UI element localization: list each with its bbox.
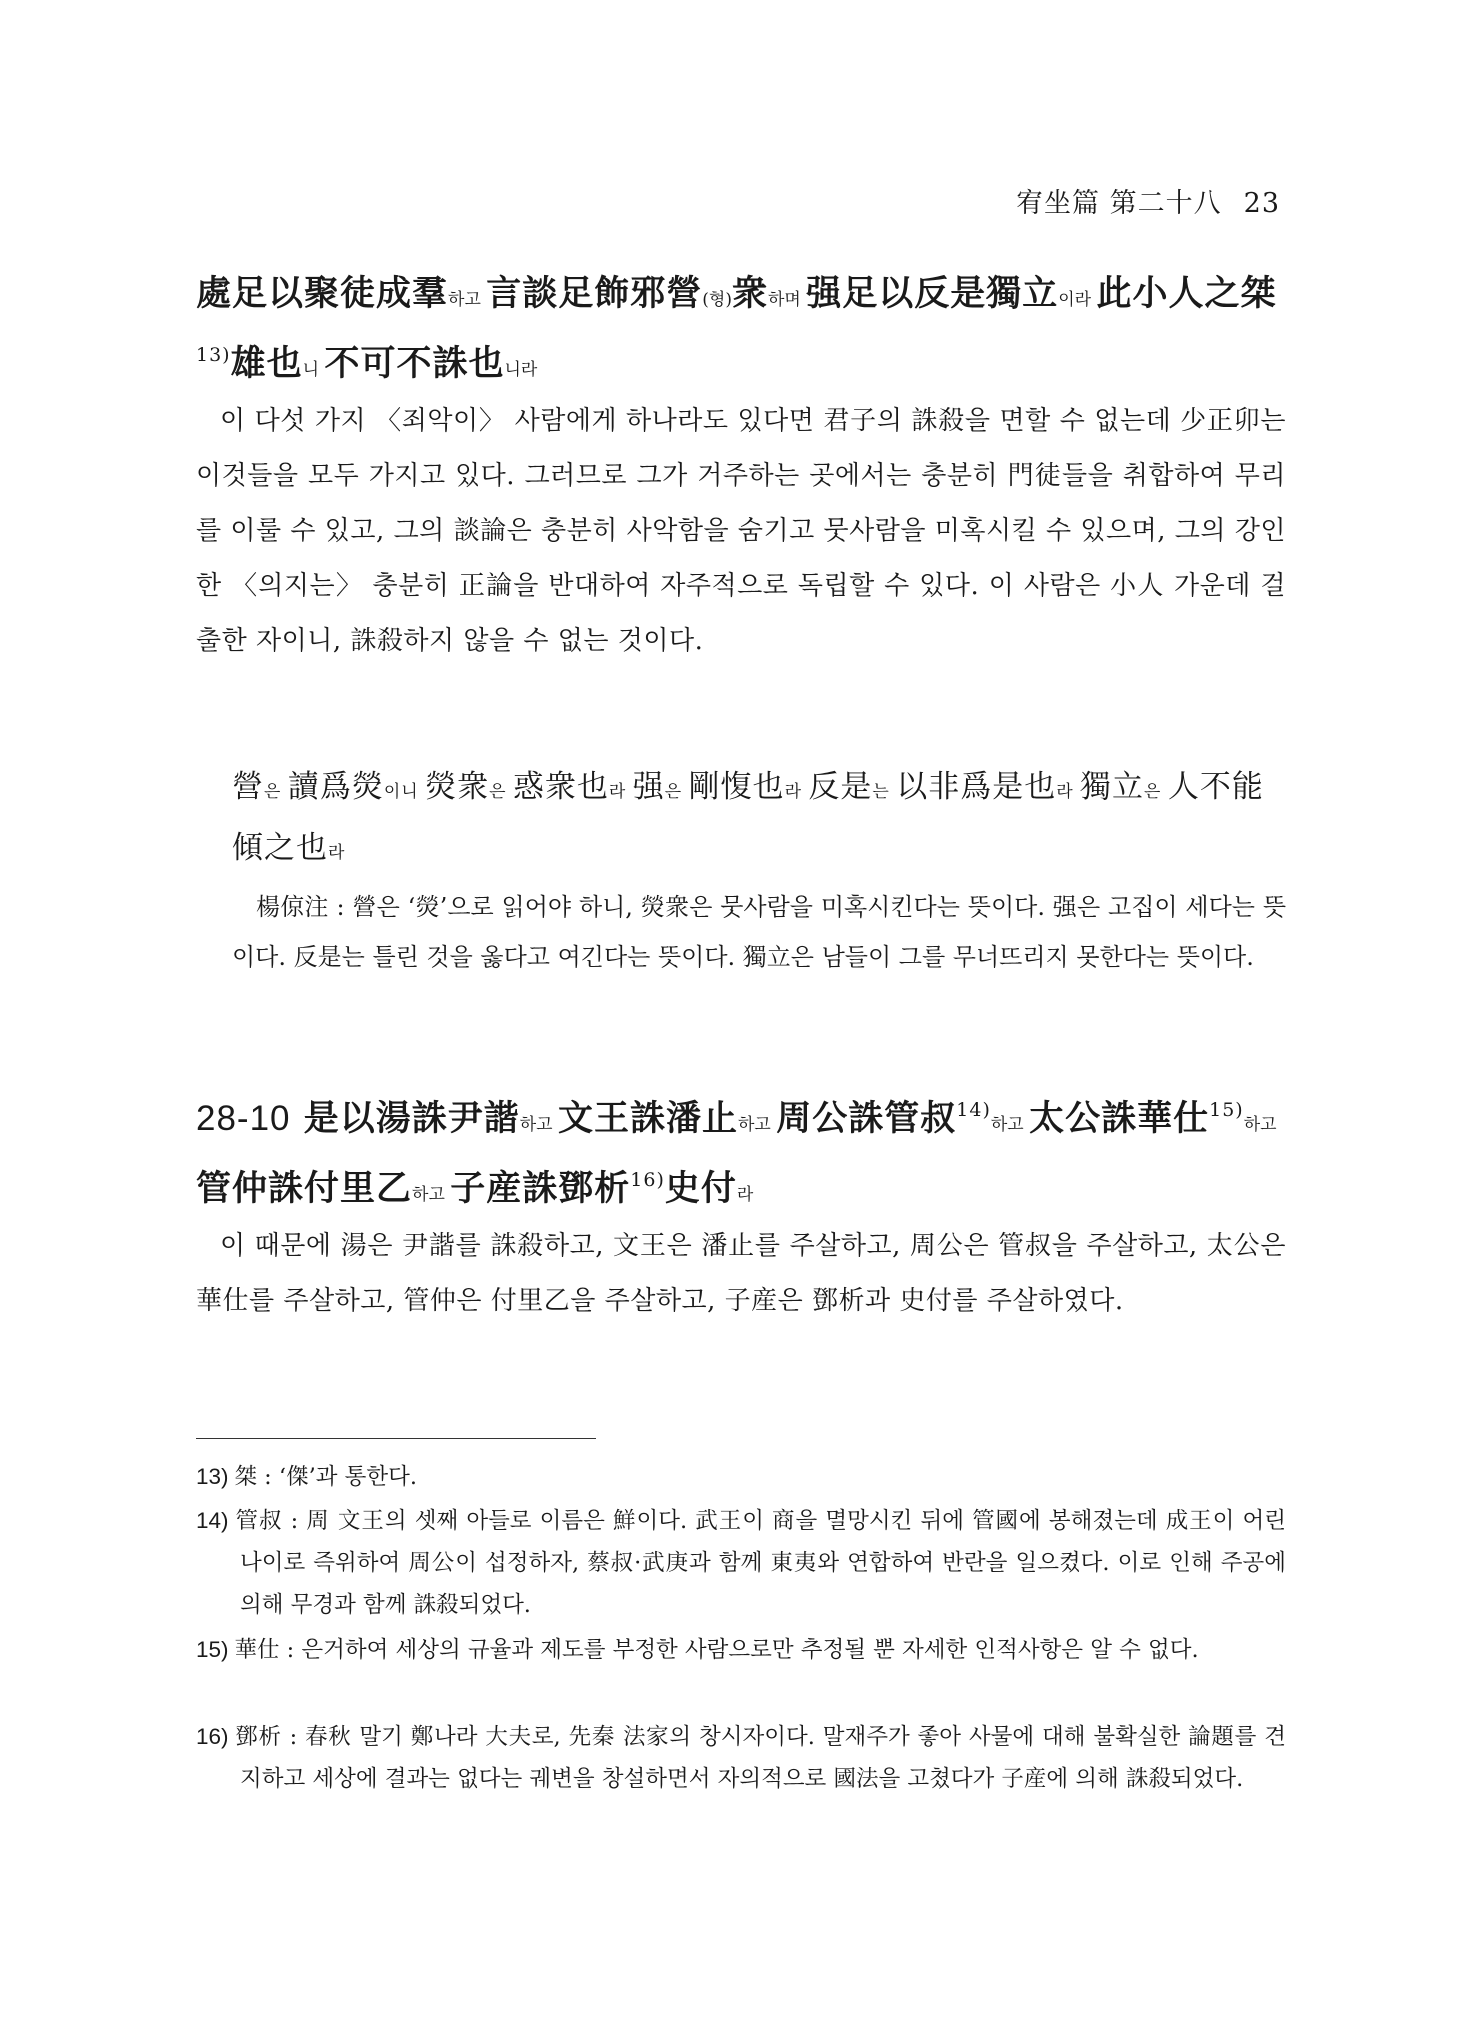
classical-run: 此小人之桀: [1096, 273, 1277, 314]
classical-run: 子産誅鄧析: [450, 1168, 631, 1209]
classical-run: 獨立: [1080, 769, 1145, 805]
hangul-particle: 라: [784, 782, 809, 802]
classical-run: 史付: [664, 1168, 737, 1209]
section-number: 28-10: [196, 1099, 291, 1138]
translation-1: 이 다섯 가지 〈죄악이〉 사람에게 하나라도 있다면 君子의 誅殺을 면할 수 없는데 少正卯는 이것들을 모두 가지고 있다. 그러므로 그가 거주하는 곳에서는 충분히 門徒들을 취합하여 무리를 이룰 수 있고, 그의 談論은 충분히 사악함을 숨기고 뭇사람을 미혹시킬 수 있으며, 그의 강인한 〈의지는〉 충분히 正論을 반대하여 자주적으로 독립할 수 있다. 이 사람은 小人 가운데 걸출한 자이니, 誅殺하지 않을 수 없는 것이다.: [196, 406, 1286, 656]
hangul-particle: 라: [1056, 782, 1081, 802]
hangul-particle: 은: [1144, 782, 1168, 802]
commentary-classical: [232, 759, 1286, 881]
classical-run: 衆: [731, 273, 768, 314]
footnote-15: [196, 1629, 1286, 1671]
footnote-13: [196, 1456, 1286, 1498]
classical-run: 强: [632, 769, 665, 805]
footnote-number: 15): [196, 1637, 229, 1662]
hangul-particle: 니라: [504, 360, 538, 380]
hangul-particle: 라: [608, 782, 633, 802]
footnote-ref: 16): [630, 1169, 665, 1191]
hangul-particle: 은: [664, 782, 689, 802]
footnote-text: 桀 : ‘傑’과 통한다.: [234, 1464, 417, 1490]
classical-run: 營: [232, 769, 264, 805]
hangul-particle: 하고: [448, 290, 487, 310]
hangul-particle: 하고: [412, 1185, 451, 1205]
hangul-particle: 라: [736, 1185, 754, 1205]
hangul-particle: 은: [489, 782, 513, 802]
classical-run: 讀爲熒: [287, 769, 384, 805]
classical-run: 雄也: [230, 343, 303, 384]
hangul-particle: (형): [702, 290, 732, 310]
classical-run: 處足以聚徒成羣: [196, 273, 449, 314]
classical-run: 是以湯誅尹諧: [303, 1098, 520, 1139]
hangul-particle: 하고: [738, 1115, 777, 1135]
classical-run: 熒衆: [425, 769, 490, 805]
hangul-particle: 이니: [383, 782, 426, 802]
running-header: [1016, 181, 1280, 220]
hangul-particle: 은: [264, 782, 288, 802]
commentary-translation: 楊倞注 : 營은 ‘熒’으로 읽어야 하니, 熒衆은 뭇사람을 미혹시킨다는 뜻이다. 强은 고집이 세다는 뜻이다. 反是는 틀린 것을 옳다고 여긴다는 뜻이다. 獨立은 남들이 그를 무너뜨리지 못한다는 뜻이다.: [232, 893, 1286, 971]
footnote-number: 13): [196, 1464, 229, 1489]
footnote-text: 鄧析 : 春秋 말기 鄭나라 大夫로, 先秦 法家의 창시자이다. 말재주가 좋아 사물에 대해 불확실한 論題를 견지하고 세상에 결과는 없다는 궤변을 창설하면서 자의적으로 國法을 고쳤다가 子産에 의해 誅殺되었다.: [234, 1724, 1286, 1792]
classical-run: 惑衆也: [512, 769, 609, 805]
classical-text-2: [196, 1087, 1286, 1227]
hangul-particle: 하며: [767, 290, 807, 310]
classical-run: 周公誅管叔: [776, 1098, 957, 1139]
translation-2: 이 때문에 湯은 尹諧를 誅殺하고, 文王은 潘止를 주살하고, 周公은 管叔을 주살하고, 太公은 華仕를 주살하고, 管仲은 付里乙을 주살하고, 子産은 鄧析과 史付를 주살하였다.: [196, 1231, 1286, 1316]
footnote-ref: 13): [196, 344, 231, 366]
footnote-divider: [196, 1438, 596, 1439]
classical-run: 管仲誅付里乙: [196, 1168, 413, 1209]
footnote-ref: 15): [1209, 1099, 1244, 1121]
classical-text-2-body: [196, 1098, 1277, 1209]
classical-text-1: [196, 262, 1286, 402]
header-title: 宥坐篇 第二十八: [1016, 188, 1222, 219]
hangul-particle: 니: [302, 360, 325, 380]
hangul-particle: 하고: [990, 1115, 1030, 1135]
classical-run: 文王誅潘止: [557, 1098, 738, 1139]
hangul-particle: 하고: [519, 1115, 558, 1135]
classical-run: 言談足飾邪營: [486, 273, 703, 314]
footnote-number: 16): [196, 1724, 229, 1749]
classical-run: 以非爲是也: [896, 769, 1057, 805]
page-number: 23: [1243, 188, 1280, 219]
classical-run: 反是: [808, 769, 873, 805]
classical-run: 不可不誅也: [324, 343, 505, 384]
hangul-particle: 라: [328, 843, 346, 863]
classical-run: 剛愎也: [688, 769, 785, 805]
hangul-particle: 이라: [1058, 290, 1097, 310]
footnote-14: [196, 1500, 1286, 1626]
classical-run: 人不能傾之也: [232, 769, 1264, 866]
footnote-ref: 14): [956, 1099, 991, 1121]
hangul-particle: 는: [872, 782, 897, 802]
footnote-16: [196, 1716, 1286, 1800]
footnote-number: 14): [196, 1508, 229, 1533]
classical-run: 太公誅華仕: [1029, 1098, 1210, 1139]
footnote-text: 管叔 : 周 文王의 셋째 아들로 이름은 鮮이다. 武王이 商을 멸망시킨 뒤에 管國에 봉해졌는데 成王이 어린 나이로 즉위하여 周公이 섭정하자, 蔡叔·武庚과 함께 東夷와 연합하여 반란을 일으켰다. 이로 인해 주공에 의해 무경과 함께 誅殺되었다.: [234, 1508, 1286, 1618]
hangul-particle: 하고: [1243, 1115, 1277, 1135]
classical-run: 强足以反是獨立: [806, 273, 1059, 314]
footnote-text: 華仕 : 은거하여 세상의 규율과 제도를 부정한 사람으로만 추정될 뿐 자세한 인적사항은 알 수 없다.: [234, 1637, 1199, 1663]
